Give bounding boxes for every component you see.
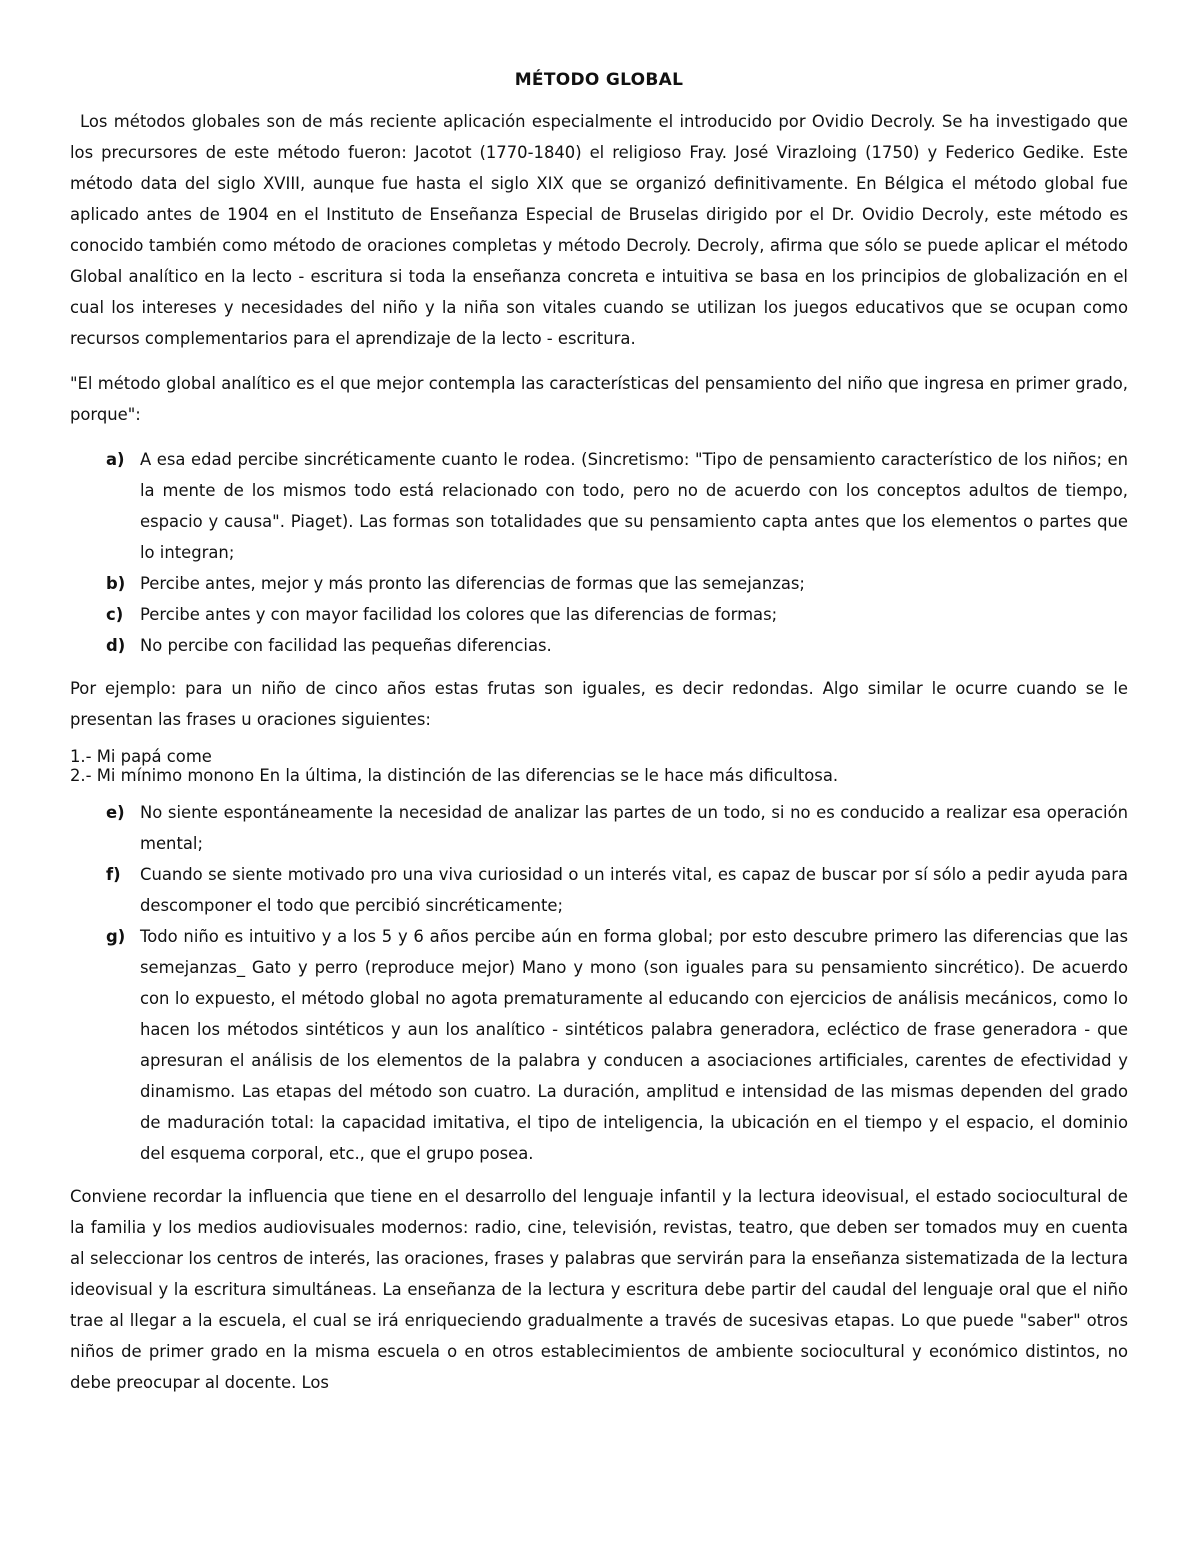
- intro-paragraph: Los métodos globales son de más reciente aplicación especialmente el introducido por Ovidio Decroly. Se ha investigado que los precursores de este método fueron: Jacotot (1770-1840) el religioso Fray. José Virazloing (1750) y Federico Gedike. Este método data del siglo XVIII, aunque fue hasta el siglo XIX que se organizó definitivamente. En Bélgica el método global fue aplicado antes de 1904 en el Instituto de Enseñanza Especial de Bruselas dirigido por el Dr. Ovidio Decroly, este método es conocido también como método de oraciones completas y método Decroly. Decroly, afirma que sólo se puede aplicar el método Global analítico en la lecto - escritura si toda la enseñanza concreta e intuitiva se basa en los principios de globalización en el cual los intereses y necesidades del niño y la niña son vitales cuando se utilizan los juegos educativos que se ocupan como recursos complementarios para el aprendizaje de la lecto - escritura.: [70, 112, 1128, 348]
- quote-paragraph: "El método global analítico es el que mejor contempla las características del pensamiento del niño que ingresa en primer grado, porque":: [70, 374, 1128, 424]
- list-marker: e): [106, 803, 125, 822]
- page-title: MÉTODO GLOBAL: [514, 70, 684, 90]
- closing-paragraph: Conviene recordar la influencia que tiene en el desarrollo del lenguaje infantil y la lectura ideovisual, el estado sociocultural de la familia y los medios audiovisuales modernos: radio, cine, televisión, revistas, teatro, que deben ser tomados muy en cuenta al seleccionar los centros de interés, las oraciones, frases y palabras que servirán para la enseñanza sistematizada de la lectura ideovisual y la escritura simultáneas. La enseñanza de la lectura y escritura debe partir del caudal del lenguaje oral que el niño trae al llegar a la escuela, el cual se irá enriqueciendo gradualmente a través de sucesivas etapas. Lo que puede "saber" otros niños de primer grado en la misma escuela o en otros establecimientos de ambiente sociocultural y económico distintos, no debe preocupar al docente. Los: [70, 1187, 1128, 1392]
- list-item: [70, 797, 1128, 859]
- list-marker: g): [106, 927, 126, 946]
- list-item: [70, 630, 1128, 661]
- list-item-text: No percibe con facilidad las pequeñas diferencias.: [140, 636, 552, 655]
- example-sentence-1: 1.- Mi papá come: [70, 747, 212, 766]
- list-marker: c): [106, 605, 124, 624]
- list-item: [70, 859, 1128, 921]
- list-item-text: Cuando se siente motivado pro una viva curiosidad o un interés vital, es capaz de buscar por sí sólo a pedir ayuda para descomponer el todo que percibió sincréticamente;: [140, 865, 1128, 915]
- list-marker: b): [106, 574, 126, 593]
- example-paragraph: Por ejemplo: para un niño de cinco años estas frutas son iguales, es decir redondas. Algo similar le ocurre cuando se le presentan las frases u oraciones siguientes:: [70, 679, 1128, 729]
- list-marker: d): [106, 636, 126, 655]
- characteristics-list-2: [70, 797, 1128, 1169]
- example-sentences: [70, 747, 1128, 785]
- characteristics-list-1: [70, 444, 1128, 661]
- example-sentence-2: 2.- Mi mínimo monono En la última, la distinción de las diferencias se le hace más dificultosa.: [70, 766, 839, 785]
- list-item: [70, 444, 1128, 568]
- list-marker: a): [106, 450, 125, 469]
- list-marker: f): [106, 865, 121, 884]
- list-item-text: Percibe antes, mejor y más pronto las diferencias de formas que las semejanzas;: [140, 574, 805, 593]
- list-item: [70, 568, 1128, 599]
- list-item-text: Todo niño es intuitivo y a los 5 y 6 años percibe aún en forma global; por esto descubre primero las diferencias que las semejanzas_ Gato y perro (reproduce mejor) Mano y mono (son iguales para su pensamiento sincrético). De acuerdo con lo expuesto, el método global no agota prematuramente al educando con ejercicios de análisis mecánicos, como lo hacen los métodos sintéticos y aun los analítico - sintéticos palabra generadora, ecléctico de frase generadora - que apresuran el análisis de los elementos de la palabra y conducen a asociaciones artificiales, carentes de efectividad y dinamismo. Las etapas del método son cuatro. La duración, amplitud e intensidad de las mismas dependen del grado de maduración total: la capacidad imitativa, el tipo de inteligencia, la ubicación en el tiempo y el espacio, el dominio del esquema corporal, etc., que el grupo posea.: [140, 927, 1128, 1163]
- list-item-text: No siente espontáneamente la necesidad de analizar las partes de un todo, si no es conducido a realizar esa operación mental;: [140, 803, 1128, 853]
- list-item: [70, 599, 1128, 630]
- list-item-text: A esa edad percibe sincréticamente cuanto le rodea. (Sincretismo: "Tipo de pensamiento característico de los niños; en la mente de los mismos todo está relacionado con todo, pero no de acuerdo con los conceptos adultos de tiempo, espacio y causa". Piaget). Las formas son totalidades que su pensamiento capta antes que los elementos o partes que lo integran;: [140, 450, 1128, 562]
- list-item: [70, 921, 1128, 1169]
- list-item-text: Percibe antes y con mayor facilidad los colores que las diferencias de formas;: [140, 605, 778, 624]
